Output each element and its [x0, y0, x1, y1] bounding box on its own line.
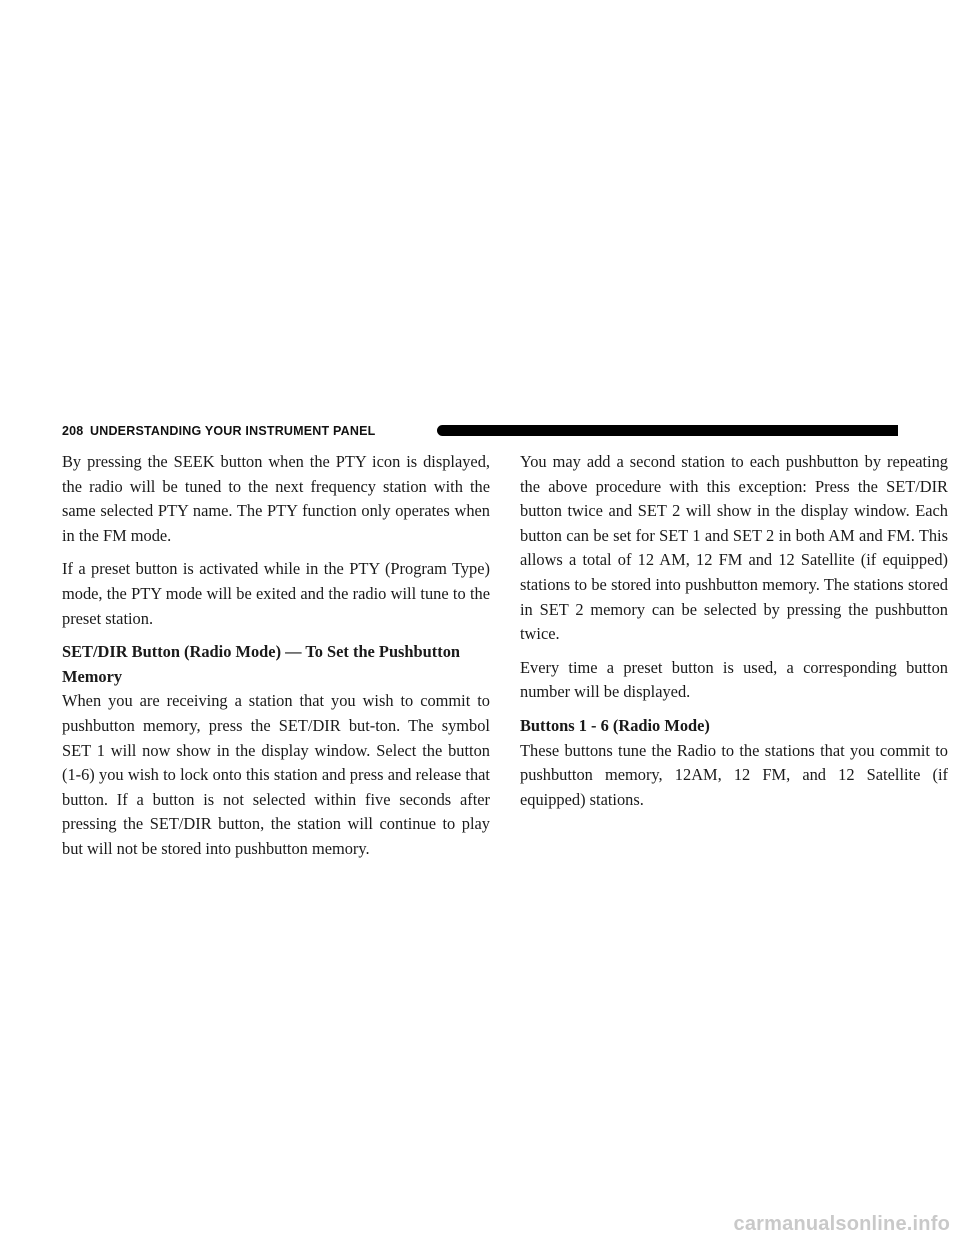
page-number: 208	[62, 424, 84, 438]
paragraph-button-number: Every time a preset button is used, a corresponding button number will be displayed.	[520, 657, 948, 702]
paragraph-second-station: You may add a second station to each pushbutton by repeating the above procedure with this exception: Press the SET/DIR button twice and SET 2 will show in the display window. Each button can be set for SET 1 and SET 2 in both AM and FM. This allows a total of 12 AM, 12 FM and 12 Satellite (if equipped) stations to be stored into pushbutton memory. The stations stored in SET 2 memory can be selected by pressing the pushbutton twice.	[520, 452, 948, 644]
paragraph-set-memory: When you are receiving a station that you wish to commit to pushbutton memory, press the SET/DIR but-ton. The symbol SET 1 will now show in the display window. Select the button (1-6) you wish to lock onto this station and press and release that button. If a button is not selected within five seconds after pressing the SET/DIR button, the station will continue to play but will not be stored into pushbutton memory.	[62, 691, 490, 858]
paragraph-buttons-tune: These buttons tune the Radio to the stations that you commit to pushbutton memory, 12AM, 12 FM, and 12 Satellite (if equipped) stations.	[520, 740, 948, 809]
right-column	[520, 450, 948, 821]
heading-set-dir: SET/DIR Button (Radio Mode) — To Set the Pushbutton Memory	[62, 642, 461, 686]
header-rule	[437, 425, 898, 436]
paragraph-preset-pty: If a preset button is activated while in the PTY (Program Type) mode, the PTY mode will be exited and the radio will tune to the preset station.	[62, 559, 490, 628]
section-title: UNDERSTANDING YOUR INSTRUMENT PANEL	[90, 424, 376, 438]
left-column	[62, 450, 490, 871]
heading-buttons-1-6: Buttons 1 - 6 (Radio Mode)	[520, 715, 710, 735]
paragraph-seek-pty: By pressing the SEEK button when the PTY icon is displayed, the radio will be tuned to the next frequency station with the same selected PTY name. The PTY function only operates when in the FM mode.	[62, 452, 490, 545]
page-header	[62, 423, 898, 439]
watermark-text: carmanualsonline.info	[733, 1213, 950, 1235]
